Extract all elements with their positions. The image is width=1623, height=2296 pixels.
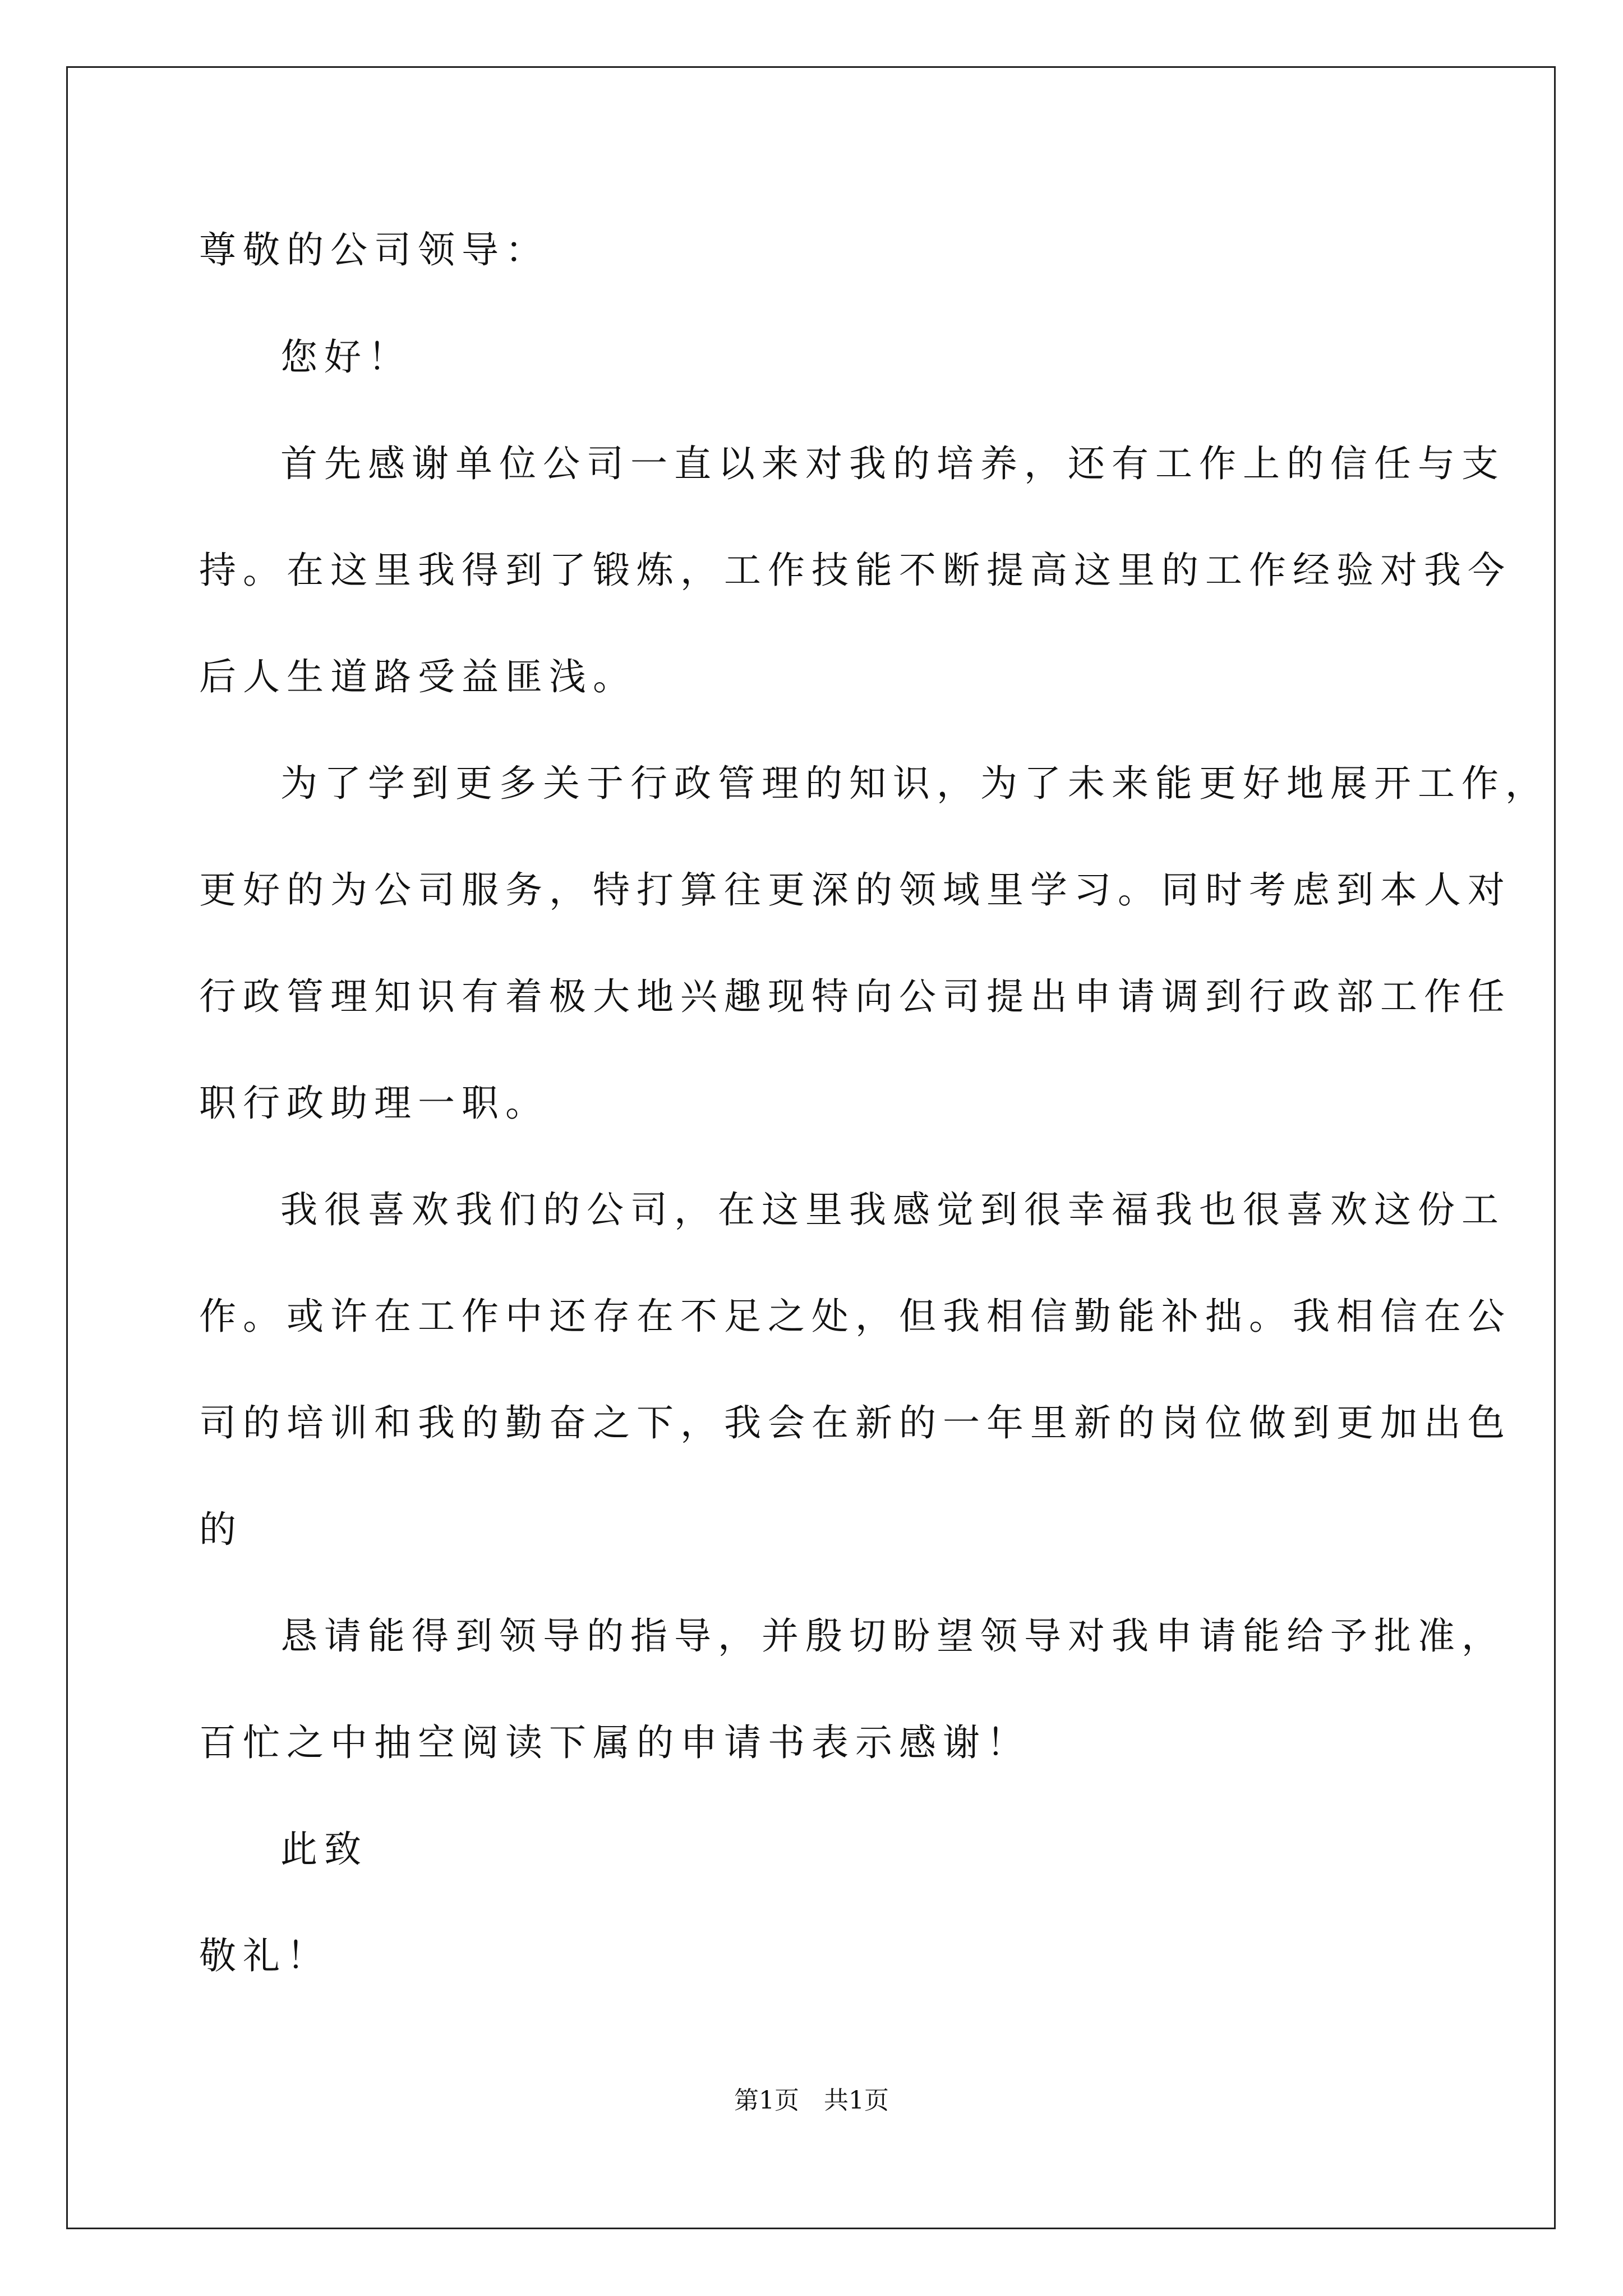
paragraph-line: 首先感谢单位公司一直以来对我的培养，还有工作上的信任与支 [280,442,1505,485]
page-border [66,66,1556,2229]
page-indicator: 第1页 共1页 [734,2086,889,2115]
closing: 此致 [280,1828,368,1871]
paragraph-line: 恳请能得到领导的指导，并殷切盼望领导对我申请能给予批准， [280,1614,1505,1658]
regards: 敬礼！ [199,1934,330,1977]
paragraph-line: 行政管理知识有着极大地兴趣现特向公司提出申请调到行政部工作任 [199,975,1511,1018]
paragraph-line: 我很喜欢我们的公司，在这里我感觉到很幸福我也很喜欢这份工 [280,1188,1505,1231]
paragraph-line: 司的培训和我的勤奋之下，我会在新的一年里新的岗位做到更加出色 [199,1401,1511,1444]
paragraph-line: 后人生道路受益匪浅。 [199,655,637,698]
salutation: 尊敬的公司领导： [199,228,549,272]
paragraph-line: 作。或许在工作中还存在不足之处，但我相信勤能补拙。我相信在公 [199,1295,1511,1338]
paragraph-line: 持。在这里我得到了锻炼，工作技能不断提高这里的工作经验对我今 [199,549,1511,592]
paragraph-line: 为了学到更多关于行政管理的知识，为了未来能更好地展开工作， [280,762,1549,805]
paragraph-line: 更好的为公司服务，特打算往更深的领域里学习。同时考虑到本人对 [199,868,1511,912]
paragraph-line: 职行政助理一职。 [199,1082,549,1125]
paragraph-line: 百忙之中抽空阅读下属的申请书表示感谢！ [199,1721,1030,1764]
greeting: 您好！ [280,335,412,379]
paragraph-line: 的 [199,1508,243,1551]
